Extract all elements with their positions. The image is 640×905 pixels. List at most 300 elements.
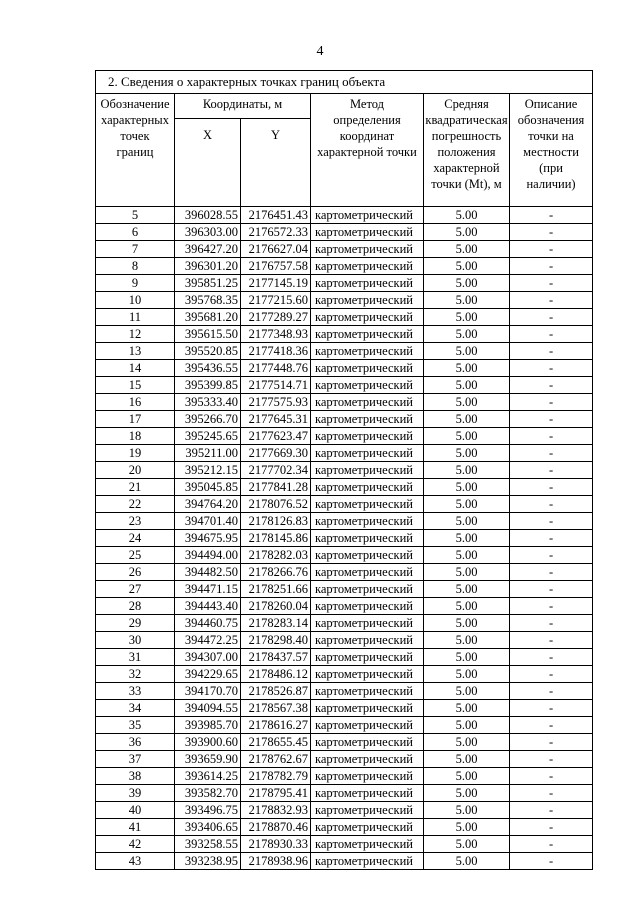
description-cell: -	[510, 853, 593, 870]
method-cell: картометрический	[311, 241, 424, 258]
method-cell: картометрический	[311, 785, 424, 802]
description-cell: -	[510, 734, 593, 751]
accuracy-cell: 5.00	[424, 445, 510, 462]
point-id-cell: 7	[96, 241, 175, 258]
x-coordinate-cell: 393406.65	[175, 819, 241, 836]
description-cell: -	[510, 666, 593, 683]
x-coordinate-cell: 394494.00	[175, 547, 241, 564]
y-coordinate-cell: 2178260.04	[241, 598, 311, 615]
table-row	[96, 666, 593, 683]
header-method-line: координат	[339, 129, 395, 143]
point-id-cell: 27	[96, 581, 175, 598]
table-row	[96, 309, 593, 326]
table-row	[96, 411, 593, 428]
y-coordinate-cell: 2178126.83	[241, 513, 311, 530]
y-coordinate-cell: 2178930.33	[241, 836, 311, 853]
header-accuracy-line: характерной	[433, 161, 500, 175]
y-coordinate-cell: 2177145.19	[241, 275, 311, 292]
accuracy-cell: 5.00	[424, 547, 510, 564]
x-coordinate-cell: 394229.65	[175, 666, 241, 683]
description-cell: -	[510, 275, 593, 292]
point-id-cell: 28	[96, 598, 175, 615]
accuracy-cell: 5.00	[424, 343, 510, 360]
point-id-cell: 11	[96, 309, 175, 326]
method-cell: картометрический	[311, 326, 424, 343]
y-coordinate-cell: 2178567.38	[241, 700, 311, 717]
table-row	[96, 785, 593, 802]
y-coordinate-cell: 2177702.34	[241, 462, 311, 479]
accuracy-cell: 5.00	[424, 717, 510, 734]
y-coordinate-cell: 2178298.40	[241, 632, 311, 649]
x-coordinate-cell: 394170.70	[175, 683, 241, 700]
point-id-cell: 15	[96, 377, 175, 394]
point-id-cell: 20	[96, 462, 175, 479]
description-cell: -	[510, 751, 593, 768]
header-point-id	[96, 94, 175, 207]
table-row	[96, 530, 593, 547]
table-row	[96, 377, 593, 394]
table-row	[96, 683, 593, 700]
x-coordinate-cell: 393238.95	[175, 853, 241, 870]
header-method-line: определения	[333, 113, 401, 127]
accuracy-cell: 5.00	[424, 479, 510, 496]
table-row	[96, 445, 593, 462]
y-coordinate-cell: 2177841.28	[241, 479, 311, 496]
description-cell: -	[510, 428, 593, 445]
header-method	[311, 94, 424, 207]
description-cell: -	[510, 768, 593, 785]
y-coordinate-cell: 2178526.87	[241, 683, 311, 700]
accuracy-cell: 5.00	[424, 802, 510, 819]
table-row	[96, 632, 593, 649]
accuracy-cell: 5.00	[424, 275, 510, 292]
description-cell: -	[510, 326, 593, 343]
header-accuracy-line: Средняя	[444, 97, 489, 111]
point-id-cell: 43	[96, 853, 175, 870]
x-coordinate-cell: 393985.70	[175, 717, 241, 734]
point-id-cell: 10	[96, 292, 175, 309]
point-id-cell: 33	[96, 683, 175, 700]
x-coordinate-cell: 393900.60	[175, 734, 241, 751]
y-coordinate-cell: 2178795.41	[241, 785, 311, 802]
table-row	[96, 768, 593, 785]
method-cell: картометрический	[311, 292, 424, 309]
header-description-line: обозначения	[517, 113, 585, 127]
accuracy-cell: 5.00	[424, 615, 510, 632]
x-coordinate-cell: 394307.00	[175, 649, 241, 666]
description-cell: -	[510, 224, 593, 241]
accuracy-cell: 5.00	[424, 649, 510, 666]
point-id-cell: 38	[96, 768, 175, 785]
method-cell: картометрический	[311, 615, 424, 632]
point-id-cell: 19	[96, 445, 175, 462]
point-id-cell: 23	[96, 513, 175, 530]
table-row	[96, 207, 593, 224]
x-coordinate-cell: 395681.20	[175, 309, 241, 326]
y-coordinate-cell: 2176627.04	[241, 241, 311, 258]
point-id-cell: 39	[96, 785, 175, 802]
y-coordinate-cell: 2178762.67	[241, 751, 311, 768]
point-id-cell: 16	[96, 394, 175, 411]
x-coordinate-cell: 393582.70	[175, 785, 241, 802]
description-cell: -	[510, 615, 593, 632]
y-coordinate-cell: 2177623.47	[241, 428, 311, 445]
x-coordinate-cell: 396301.20	[175, 258, 241, 275]
point-id-cell: 41	[96, 819, 175, 836]
x-coordinate-cell: 395399.85	[175, 377, 241, 394]
accuracy-cell: 5.00	[424, 394, 510, 411]
description-cell: -	[510, 309, 593, 326]
point-id-cell: 37	[96, 751, 175, 768]
table-row	[96, 241, 593, 258]
point-id-cell: 40	[96, 802, 175, 819]
y-coordinate-cell: 2177645.31	[241, 411, 311, 428]
y-coordinate-cell: 2178616.27	[241, 717, 311, 734]
x-coordinate-cell: 395333.40	[175, 394, 241, 411]
description-cell: -	[510, 530, 593, 547]
description-cell: -	[510, 207, 593, 224]
table-row	[96, 802, 593, 819]
table-row	[96, 275, 593, 292]
accuracy-cell: 5.00	[424, 224, 510, 241]
method-cell: картометрический	[311, 632, 424, 649]
header-description-line: наличии)	[526, 177, 576, 191]
table-row	[96, 751, 593, 768]
table-row	[96, 462, 593, 479]
method-cell: картометрический	[311, 649, 424, 666]
method-cell: картометрический	[311, 394, 424, 411]
table-row	[96, 649, 593, 666]
method-cell: картометрический	[311, 581, 424, 598]
header-method-line: характерной точки	[317, 145, 417, 159]
point-id-cell: 9	[96, 275, 175, 292]
method-cell: картометрический	[311, 802, 424, 819]
table-row	[96, 717, 593, 734]
x-coordinate-cell: 395211.00	[175, 445, 241, 462]
description-cell: -	[510, 700, 593, 717]
accuracy-cell: 5.00	[424, 258, 510, 275]
header-description-line: Описание	[524, 97, 578, 111]
method-cell: картометрический	[311, 479, 424, 496]
header-point-id-line: точек	[120, 129, 150, 143]
accuracy-cell: 5.00	[424, 309, 510, 326]
accuracy-cell: 5.00	[424, 207, 510, 224]
point-id-cell: 29	[96, 615, 175, 632]
table-row	[96, 496, 593, 513]
method-cell: картометрический	[311, 683, 424, 700]
y-coordinate-cell: 2177215.60	[241, 292, 311, 309]
description-cell: -	[510, 836, 593, 853]
point-id-cell: 31	[96, 649, 175, 666]
method-cell: картометрический	[311, 462, 424, 479]
point-id-cell: 34	[96, 700, 175, 717]
x-coordinate-cell: 395768.35	[175, 292, 241, 309]
x-coordinate-cell: 394675.95	[175, 530, 241, 547]
point-id-cell: 13	[96, 343, 175, 360]
method-cell: картометрический	[311, 343, 424, 360]
table-row	[96, 343, 593, 360]
point-id-cell: 6	[96, 224, 175, 241]
table-row	[96, 292, 593, 309]
x-coordinate-cell: 393614.25	[175, 768, 241, 785]
y-coordinate-cell: 2178283.14	[241, 615, 311, 632]
y-coordinate-cell: 2176451.43	[241, 207, 311, 224]
accuracy-cell: 5.00	[424, 411, 510, 428]
x-coordinate-cell: 395520.85	[175, 343, 241, 360]
y-coordinate-cell: 2178145.86	[241, 530, 311, 547]
description-cell: -	[510, 292, 593, 309]
x-coordinate-cell: 395212.15	[175, 462, 241, 479]
description-cell: -	[510, 598, 593, 615]
method-cell: картометрический	[311, 717, 424, 734]
accuracy-cell: 5.00	[424, 496, 510, 513]
point-id-cell: 8	[96, 258, 175, 275]
y-coordinate-cell: 2178870.46	[241, 819, 311, 836]
description-cell: -	[510, 394, 593, 411]
method-cell: картометрический	[311, 564, 424, 581]
accuracy-cell: 5.00	[424, 785, 510, 802]
header-description-line: местности	[523, 145, 579, 159]
section-title: 2. Сведения о характерных точках границ объекта	[96, 71, 593, 94]
page-number: 4	[316, 44, 324, 59]
description-cell: -	[510, 343, 593, 360]
table-row	[96, 581, 593, 598]
accuracy-cell: 5.00	[424, 632, 510, 649]
accuracy-cell: 5.00	[424, 428, 510, 445]
description-cell: -	[510, 377, 593, 394]
y-coordinate-cell: 2178437.57	[241, 649, 311, 666]
description-cell: -	[510, 649, 593, 666]
accuracy-cell: 5.00	[424, 326, 510, 343]
accuracy-cell: 5.00	[424, 462, 510, 479]
x-coordinate-cell: 396303.00	[175, 224, 241, 241]
y-coordinate-cell: 2177418.36	[241, 343, 311, 360]
x-coordinate-cell: 394764.20	[175, 496, 241, 513]
point-id-cell: 32	[96, 666, 175, 683]
accuracy-cell: 5.00	[424, 581, 510, 598]
y-coordinate-cell: 2177575.93	[241, 394, 311, 411]
header-point-id-line: характерных	[101, 113, 169, 127]
accuracy-cell: 5.00	[424, 564, 510, 581]
point-id-cell: 18	[96, 428, 175, 445]
x-coordinate-cell: 395266.70	[175, 411, 241, 428]
description-cell: -	[510, 683, 593, 700]
x-coordinate-cell: 394443.40	[175, 598, 241, 615]
y-coordinate-cell: 2178076.52	[241, 496, 311, 513]
header-accuracy-line: точки (Mt), м	[431, 177, 502, 191]
y-coordinate-cell: 2178282.03	[241, 547, 311, 564]
accuracy-cell: 5.00	[424, 241, 510, 258]
point-id-cell: 22	[96, 496, 175, 513]
x-coordinate-cell: 393659.90	[175, 751, 241, 768]
method-cell: картометрический	[311, 666, 424, 683]
accuracy-cell: 5.00	[424, 751, 510, 768]
header-point-id-line: Обозначение	[100, 97, 170, 111]
description-cell: -	[510, 785, 593, 802]
x-coordinate-cell: 395245.65	[175, 428, 241, 445]
y-coordinate-cell: 2178266.76	[241, 564, 311, 581]
description-cell: -	[510, 632, 593, 649]
table-body	[96, 207, 593, 870]
method-cell: картометрический	[311, 768, 424, 785]
header-accuracy-line: квадратическая	[425, 113, 508, 127]
point-id-cell: 35	[96, 717, 175, 734]
table-row	[96, 836, 593, 853]
table-row	[96, 547, 593, 564]
y-coordinate-cell: 2178832.93	[241, 802, 311, 819]
x-coordinate-cell: 394482.50	[175, 564, 241, 581]
description-cell: -	[510, 360, 593, 377]
description-cell: -	[510, 241, 593, 258]
y-coordinate-cell: 2177514.71	[241, 377, 311, 394]
description-cell: -	[510, 258, 593, 275]
y-coordinate-cell: 2177669.30	[241, 445, 311, 462]
method-cell: картометрический	[311, 411, 424, 428]
method-cell: картометрический	[311, 530, 424, 547]
method-cell: картометрический	[311, 445, 424, 462]
table-row	[96, 598, 593, 615]
point-id-cell: 14	[96, 360, 175, 377]
point-id-cell: 5	[96, 207, 175, 224]
point-id-cell: 17	[96, 411, 175, 428]
accuracy-cell: 5.00	[424, 734, 510, 751]
accuracy-cell: 5.00	[424, 853, 510, 870]
point-id-cell: 25	[96, 547, 175, 564]
x-coordinate-cell: 395436.55	[175, 360, 241, 377]
method-cell: картометрический	[311, 734, 424, 751]
method-cell: картометрический	[311, 428, 424, 445]
x-coordinate-cell: 396427.20	[175, 241, 241, 258]
description-cell: -	[510, 411, 593, 428]
table-row	[96, 326, 593, 343]
table-row	[96, 224, 593, 241]
point-id-cell: 36	[96, 734, 175, 751]
method-cell: картометрический	[311, 700, 424, 717]
description-cell: -	[510, 513, 593, 530]
description-cell: -	[510, 717, 593, 734]
table-row	[96, 615, 593, 632]
accuracy-cell: 5.00	[424, 666, 510, 683]
y-coordinate-cell: 2177448.76	[241, 360, 311, 377]
description-cell: -	[510, 819, 593, 836]
boundary-points-table	[95, 70, 593, 870]
point-id-cell: 12	[96, 326, 175, 343]
x-coordinate-cell: 394460.75	[175, 615, 241, 632]
header-accuracy	[424, 94, 510, 207]
header-point-id-line: границ	[116, 145, 154, 159]
method-cell: картометрический	[311, 819, 424, 836]
accuracy-cell: 5.00	[424, 360, 510, 377]
accuracy-cell: 5.00	[424, 683, 510, 700]
method-cell: картометрический	[311, 598, 424, 615]
description-cell: -	[510, 479, 593, 496]
x-coordinate-cell: 395615.50	[175, 326, 241, 343]
x-coordinate-cell: 395851.25	[175, 275, 241, 292]
method-cell: картометрический	[311, 547, 424, 564]
table-row	[96, 394, 593, 411]
y-coordinate-cell: 2178655.45	[241, 734, 311, 751]
point-id-cell: 24	[96, 530, 175, 547]
y-coordinate-cell: 2178938.96	[241, 853, 311, 870]
method-cell: картометрический	[311, 275, 424, 292]
description-cell: -	[510, 496, 593, 513]
y-coordinate-cell: 2176572.33	[241, 224, 311, 241]
accuracy-cell: 5.00	[424, 377, 510, 394]
point-id-cell: 26	[96, 564, 175, 581]
method-cell: картометрический	[311, 207, 424, 224]
accuracy-cell: 5.00	[424, 598, 510, 615]
y-coordinate-cell: 2177289.27	[241, 309, 311, 326]
header-description	[510, 94, 593, 207]
method-cell: картометрический	[311, 360, 424, 377]
header-accuracy-line: погрешность	[431, 129, 502, 143]
y-coordinate-cell: 2177348.93	[241, 326, 311, 343]
accuracy-cell: 5.00	[424, 700, 510, 717]
accuracy-cell: 5.00	[424, 768, 510, 785]
point-id-cell: 21	[96, 479, 175, 496]
x-coordinate-cell: 396028.55	[175, 207, 241, 224]
method-cell: картометрический	[311, 377, 424, 394]
table-row	[96, 428, 593, 445]
header-coordinates: Координаты, м	[175, 94, 311, 119]
method-cell: картометрический	[311, 751, 424, 768]
y-coordinate-cell: 2178251.66	[241, 581, 311, 598]
header-accuracy-line: положения	[437, 145, 496, 159]
table-row	[96, 258, 593, 275]
accuracy-cell: 5.00	[424, 819, 510, 836]
method-cell: картометрический	[311, 258, 424, 275]
method-cell: картометрический	[311, 496, 424, 513]
accuracy-cell: 5.00	[424, 513, 510, 530]
header-x: X	[175, 119, 241, 207]
method-cell: картометрический	[311, 309, 424, 326]
description-cell: -	[510, 581, 593, 598]
table-row	[96, 819, 593, 836]
y-coordinate-cell: 2178782.79	[241, 768, 311, 785]
description-cell: -	[510, 445, 593, 462]
table-row	[96, 360, 593, 377]
accuracy-cell: 5.00	[424, 836, 510, 853]
header-method-line: Метод	[349, 97, 385, 111]
description-cell: -	[510, 802, 593, 819]
method-cell: картометрический	[311, 513, 424, 530]
table-row	[96, 479, 593, 496]
x-coordinate-cell: 395045.85	[175, 479, 241, 496]
header-description-line: (при	[539, 161, 563, 175]
point-id-cell: 42	[96, 836, 175, 853]
x-coordinate-cell: 394094.55	[175, 700, 241, 717]
description-cell: -	[510, 564, 593, 581]
accuracy-cell: 5.00	[424, 530, 510, 547]
table-row	[96, 853, 593, 870]
x-coordinate-cell: 394701.40	[175, 513, 241, 530]
x-coordinate-cell: 394471.15	[175, 581, 241, 598]
y-coordinate-cell: 2178486.12	[241, 666, 311, 683]
header-y: Y	[241, 119, 311, 207]
description-cell: -	[510, 462, 593, 479]
y-coordinate-cell: 2176757.58	[241, 258, 311, 275]
table-row	[96, 564, 593, 581]
x-coordinate-cell: 393258.55	[175, 836, 241, 853]
header-description-line: точки на	[528, 129, 574, 143]
method-cell: картометрический	[311, 853, 424, 870]
table-row	[96, 700, 593, 717]
x-coordinate-cell: 393496.75	[175, 802, 241, 819]
method-cell: картометрический	[311, 836, 424, 853]
table-row	[96, 734, 593, 751]
accuracy-cell: 5.00	[424, 292, 510, 309]
method-cell: картометрический	[311, 224, 424, 241]
